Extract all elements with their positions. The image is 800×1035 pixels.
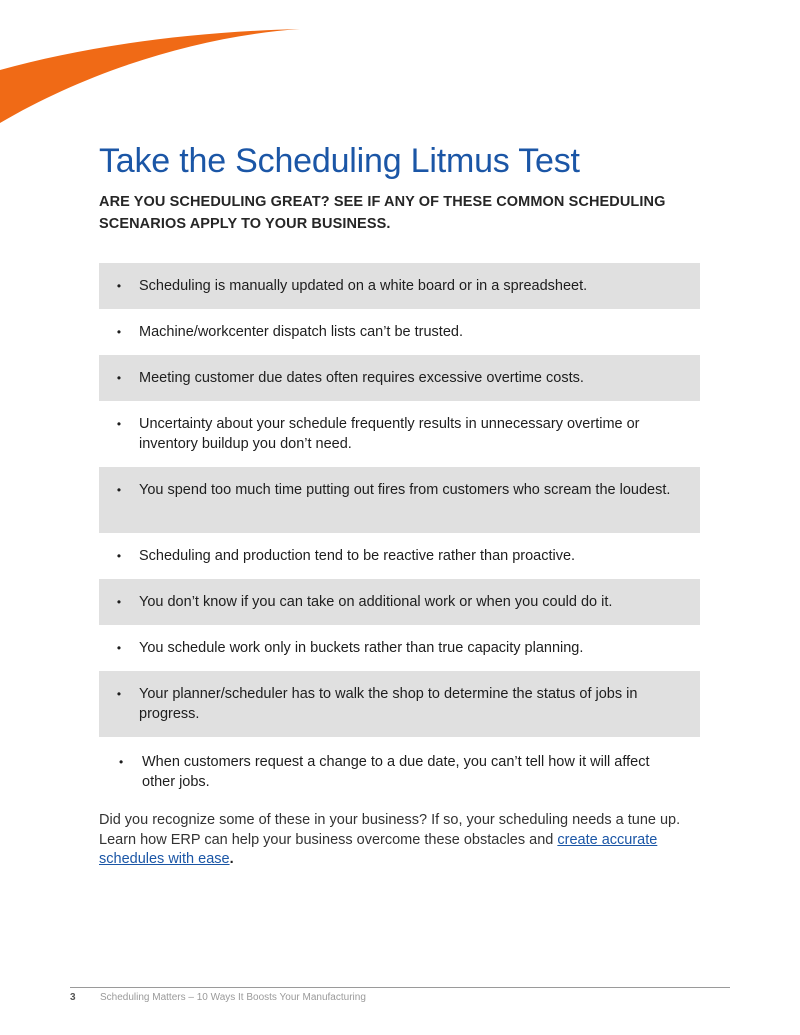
page-number: 3 — [70, 992, 76, 1003]
list-item-text: Scheduling is manually updated on a white board or in a spreadsheet. — [139, 278, 588, 294]
list-item — [99, 263, 700, 309]
list-item-text: You schedule work only in buckets rather than true capacity planning. — [139, 640, 584, 656]
bullet-icon: • — [116, 279, 122, 293]
orange-swoosh-graphic — [0, 0, 310, 130]
list-item — [99, 401, 700, 467]
list-item-text: You spend too much time putting out fires from customers who scream the loudest. — [139, 482, 671, 498]
bullet-icon: • — [116, 549, 122, 563]
create-schedules-link[interactable]: create accurate schedules with ease — [99, 831, 658, 867]
list-item — [99, 355, 700, 401]
list-item-text: Machine/workcenter dispatch lists can’t be trusted. — [139, 324, 463, 340]
list-item — [99, 579, 700, 625]
bullet-icon: • — [116, 417, 122, 431]
list-item — [99, 309, 700, 355]
bullet-icon: • — [116, 483, 122, 497]
bullet-icon: • — [116, 325, 122, 339]
page-subtitle: ARE YOU SCHEDULING GREAT? SEE IF ANY OF THESE COMMON SCHEDULING SCENARIOS APPLY TO YOUR BUSINESS. — [99, 194, 666, 232]
list-item-text: Scheduling and production tend to be reactive rather than proactive. — [139, 548, 576, 564]
list-item — [99, 671, 700, 737]
bullet-icon: • — [119, 755, 124, 769]
footer-title: Scheduling Matters – 10 Ways It Boosts Your Manufacturing — [100, 992, 366, 1003]
list-item — [99, 533, 700, 579]
list-item-text: Your planner/scheduler has to walk the shop to determine the status of jobs in progress. — [139, 686, 638, 722]
list-item-text: You don’t know if you can take on additional work or when you could do it. — [139, 594, 613, 610]
bullet-icon: • — [116, 595, 122, 609]
bullet-icon: • — [116, 641, 122, 655]
closing-paragraph — [99, 811, 704, 870]
closing-text: Did you recognize some of these in your business? If so, your scheduling needs a tune up. Learn how ERP can help your business overcome these obstacles and — [99, 812, 681, 848]
list-item-text: Meeting customer due dates often requires excessive overtime costs. — [139, 370, 584, 386]
list-item — [99, 737, 700, 803]
list-item-text: When customers request a change to a due date, you can’t tell how it will affect other jobs. — [142, 754, 650, 790]
bullet-icon: • — [116, 371, 122, 385]
list-item — [99, 625, 700, 671]
footer-divider — [70, 987, 730, 988]
closing-period: . — [229, 851, 234, 867]
bullet-icon: • — [116, 687, 122, 701]
page-title: Take the Scheduling Litmus Test — [99, 142, 580, 180]
list-item — [99, 467, 700, 533]
list-item-text: Uncertainty about your schedule frequently results in unnecessary overtime or inventory buildup you don’t need. — [139, 416, 640, 452]
scenario-list — [99, 263, 700, 803]
